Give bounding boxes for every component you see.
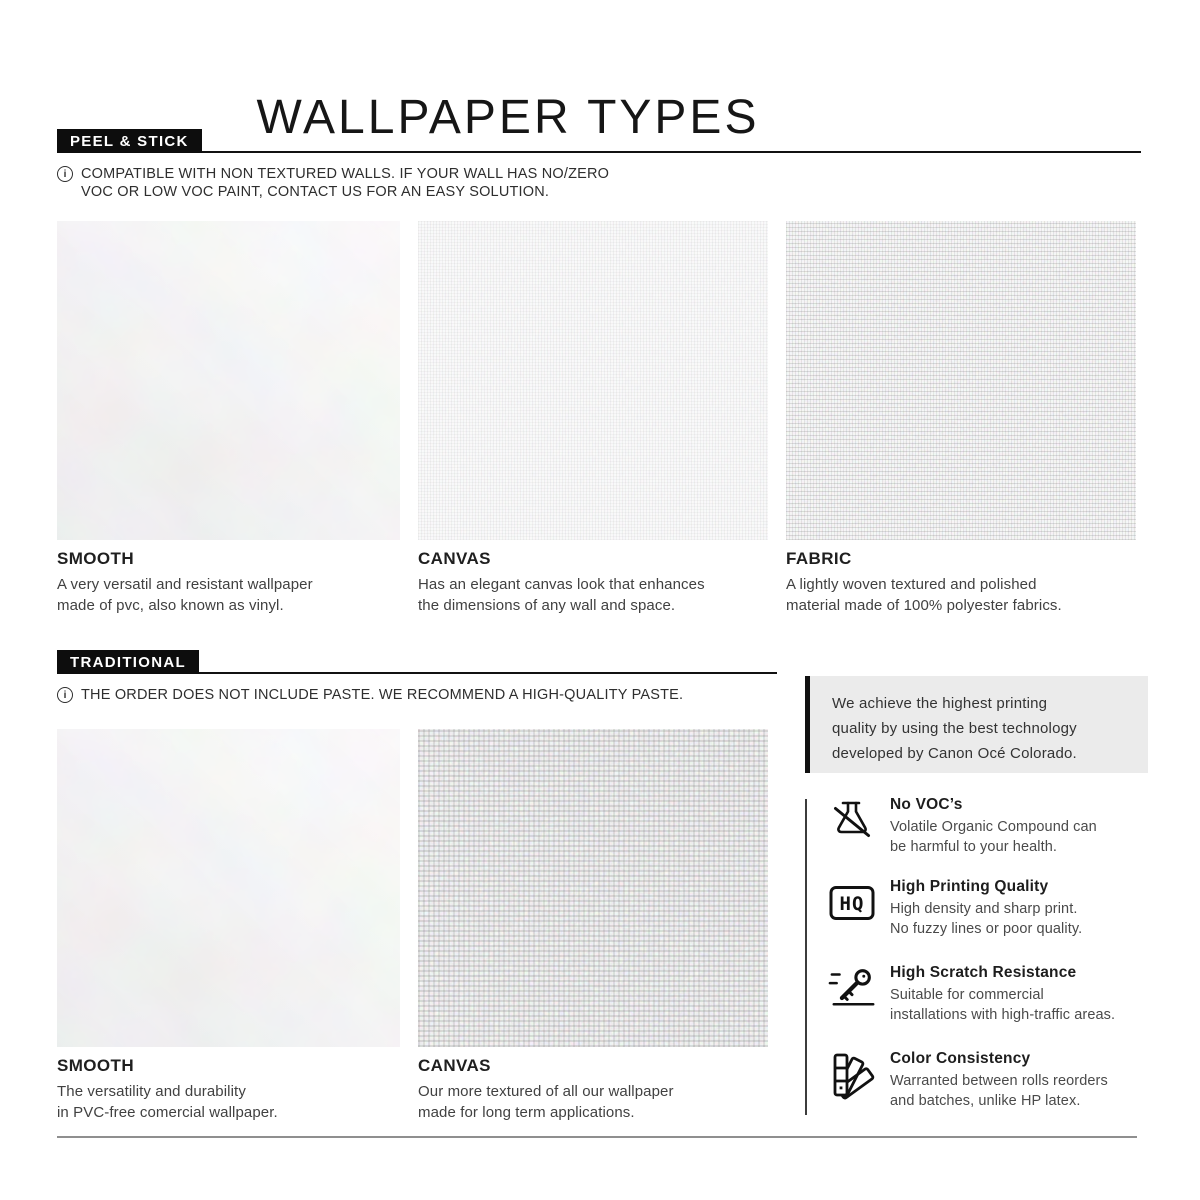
swatch-smooth-pvc-texture xyxy=(57,221,400,540)
feature-high-printing-quality xyxy=(828,878,1142,939)
card-peel-stick-smooth xyxy=(57,221,400,616)
feature-text xyxy=(890,964,1142,1025)
desc-line: Volatile Organic Compound can xyxy=(890,819,1097,835)
card-peel-stick-canvas xyxy=(418,221,768,616)
swatch-fine-canvas-texture xyxy=(418,221,768,540)
section-label-traditional: TRADITIONAL xyxy=(57,650,199,674)
rough-canvas-weave-overlay xyxy=(418,729,768,1047)
info-icon: i xyxy=(57,687,73,703)
card-title: CANVAS xyxy=(418,549,491,568)
feature-text xyxy=(890,878,1142,939)
card-title: CANVAS xyxy=(418,1056,491,1075)
card-description xyxy=(418,574,768,616)
feature-description xyxy=(890,1071,1142,1111)
feature-title: High Printing Quality xyxy=(890,878,1049,895)
info-icon: i xyxy=(57,166,73,182)
card-traditional-smooth xyxy=(57,729,400,1123)
fabric-mesh-overlay xyxy=(786,221,1136,540)
color-swatchbook-icon xyxy=(828,1050,876,1100)
feature-color-consistency xyxy=(828,1050,1142,1111)
feature-title: No VOC’s xyxy=(890,796,963,813)
smooth-texture-shading xyxy=(57,221,400,540)
card-description xyxy=(418,1081,768,1123)
page-title: WALLPAPER TYPES xyxy=(256,91,760,145)
card-description xyxy=(57,574,400,616)
note-line: VOC OR LOW VOC PAINT, CONTACT US FOR AN EASY SOLUTION. xyxy=(81,184,550,200)
desc-line: installations with high-traffic areas. xyxy=(890,1007,1116,1023)
desc-line: and batches, unlike HP latex. xyxy=(890,1093,1081,1109)
feature-description xyxy=(890,817,1142,857)
card-title: SMOOTH xyxy=(57,549,135,568)
feature-title: Color Consistency xyxy=(890,1050,1031,1067)
section-label-peel-stick: PEEL & STICK xyxy=(57,129,202,153)
desc-line: No fuzzy lines or poor quality. xyxy=(890,921,1083,937)
desc-line: in PVC-free comercial wallpaper. xyxy=(57,1104,278,1121)
card-title: SMOOTH xyxy=(57,1056,135,1075)
feature-text xyxy=(890,796,1142,857)
traditional-note xyxy=(57,686,683,704)
peel-stick-section-rule xyxy=(57,151,1141,153)
desc-line: made for long term applications. xyxy=(418,1104,635,1121)
swatch-rough-canvas-texture xyxy=(418,729,768,1047)
feature-description xyxy=(890,899,1142,939)
svg-text:HQ: HQ xyxy=(839,893,865,915)
printing-quality-callout xyxy=(805,676,1148,773)
desc-line: Suitable for commercial xyxy=(890,987,1044,1003)
card-description xyxy=(786,574,1136,616)
callout-line: developed by Canon Océ Colorado. xyxy=(832,745,1077,762)
desc-line: the dimensions of any wall and space. xyxy=(418,597,676,614)
desc-line: The versatility and durability xyxy=(57,1083,246,1100)
feature-no-vocs xyxy=(828,796,1142,857)
traditional-note-text xyxy=(81,686,683,704)
desc-line: High density and sharp print. xyxy=(890,901,1078,917)
desc-line: Warranted between rolls reorders xyxy=(890,1073,1108,1089)
desc-line: material made of 100% polyester fabrics. xyxy=(786,597,1062,614)
feature-text xyxy=(890,1050,1142,1111)
card-peel-stick-fabric xyxy=(786,221,1136,616)
desc-line: be harmful to your health. xyxy=(890,839,1058,855)
card-title: FABRIC xyxy=(786,549,852,568)
scratch-key-icon xyxy=(828,964,876,1014)
peel-stick-note xyxy=(57,165,609,201)
peel-stick-note-text xyxy=(81,165,609,201)
feature-high-scratch-resistance xyxy=(828,964,1142,1025)
feature-description xyxy=(890,985,1142,1025)
card-description xyxy=(57,1081,400,1123)
feature-title: High Scratch Resistance xyxy=(890,964,1077,981)
desc-line: Has an elegant canvas look that enhances xyxy=(418,576,705,593)
swatch-smooth-pvc-free-texture xyxy=(57,729,400,1047)
features-divider-line xyxy=(805,799,807,1115)
smooth-texture-shading xyxy=(57,729,400,1047)
desc-line: made of pvc, also known as vinyl. xyxy=(57,597,284,614)
bottom-divider-rule xyxy=(57,1136,1137,1138)
desc-line: Our more textured of all our wallpaper xyxy=(418,1083,674,1100)
swatch-woven-fabric-texture xyxy=(786,221,1136,540)
card-traditional-canvas xyxy=(418,729,768,1123)
callout-line: quality by using the best technology xyxy=(832,720,1077,737)
note-line: THE ORDER DOES NOT INCLUDE PASTE. WE RECOMMEND A HIGH-QUALITY PASTE. xyxy=(81,687,684,703)
callout-line: We achieve the highest printing xyxy=(832,695,1048,712)
desc-line: A lightly woven textured and polished xyxy=(786,576,1037,593)
hq-badge-icon xyxy=(828,878,876,928)
no-voc-flask-icon xyxy=(828,796,876,846)
desc-line: A very versatil and resistant wallpaper xyxy=(57,576,313,593)
canvas-weave-overlay xyxy=(418,221,768,540)
note-line: COMPATIBLE WITH NON TEXTURED WALLS. IF YOUR WALL HAS NO/ZERO xyxy=(81,166,610,182)
